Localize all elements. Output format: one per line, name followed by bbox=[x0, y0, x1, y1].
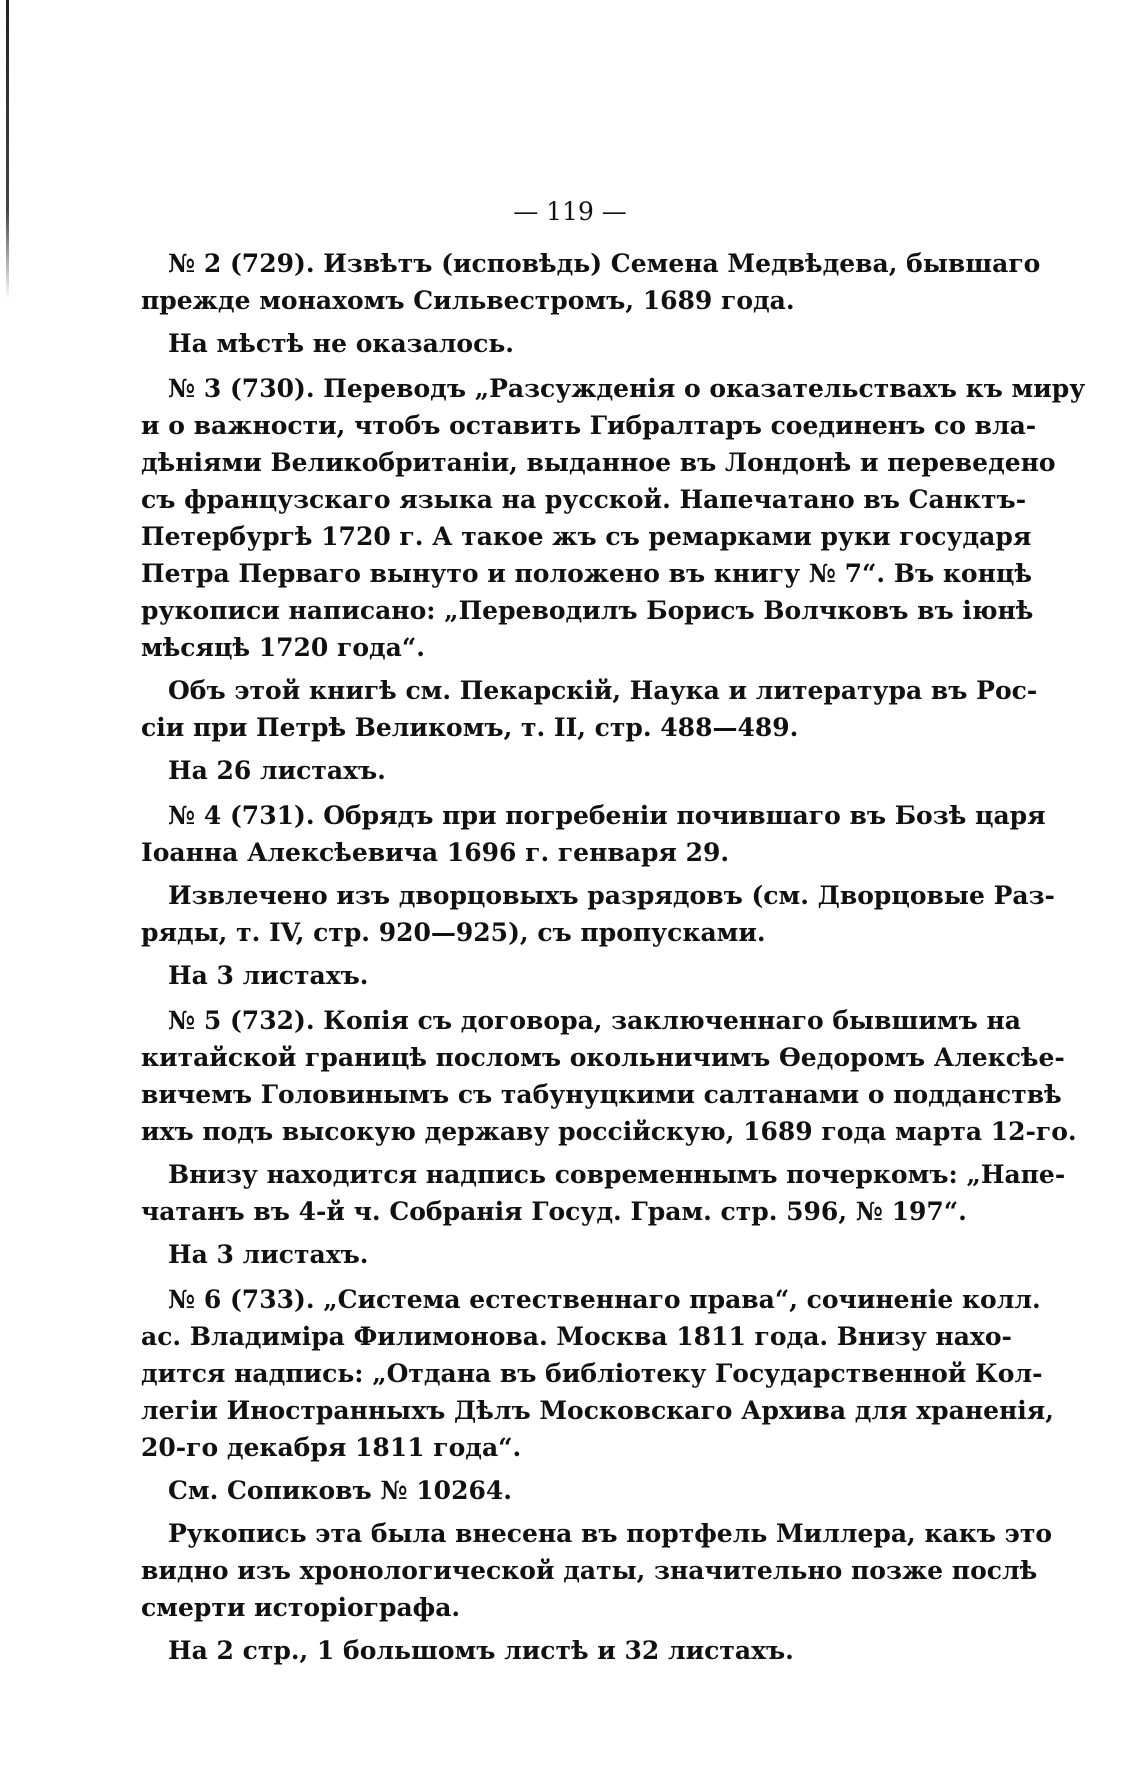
text-line: смерти исторіографа. bbox=[141, 1593, 461, 1622]
text-line: Извлечено изъ дворцовыхъ разрядовъ (см. Дворцовые Раз- bbox=[168, 881, 1055, 910]
entry-heading bbox=[141, 245, 1041, 319]
scan-edge-line bbox=[6, 0, 9, 300]
text-line: Внизу находится надпись современнымъ почеркомъ: „Напе- bbox=[168, 1160, 1066, 1189]
catalog-entry bbox=[141, 245, 1041, 362]
text-line: На 26 листахъ. bbox=[168, 756, 386, 785]
text-line: мѣсяцѣ 1720 года“. bbox=[141, 633, 425, 662]
text-line: Объ этой книгѣ см. Пекарскій, Наука и литература въ Рос- bbox=[168, 676, 1038, 705]
entry-paragraph bbox=[141, 1156, 1066, 1230]
entry-heading bbox=[141, 1281, 1054, 1466]
text-line: Рукопись эта была внесена въ портфель Миллера, какъ это bbox=[168, 1519, 1053, 1548]
text-line: На 3 листахъ. bbox=[168, 961, 369, 990]
entry-paragraph bbox=[168, 957, 983, 994]
entry-heading bbox=[141, 370, 1086, 666]
text-line: дится надпись: „Отдана въ библіотеку Государственной Кол- bbox=[141, 1359, 1043, 1388]
entry-paragraph bbox=[141, 1515, 1053, 1626]
document-body bbox=[141, 245, 1086, 1677]
text-line: видно изъ хронологической даты, значительно позже послѣ bbox=[141, 1556, 1038, 1585]
text-line: чатанъ въ 4-й ч. Собранія Госуд. Грам. стр. 596, № 197“. bbox=[141, 1197, 967, 1226]
page-number: — 119 — bbox=[513, 197, 627, 226]
text-line: На мѣстѣ не оказалось. bbox=[168, 329, 514, 358]
catalog-entry bbox=[141, 370, 1086, 789]
text-line: съ французскаго языка на русской. Напечатано въ Санктъ- bbox=[141, 485, 1027, 514]
catalog-entry bbox=[141, 1281, 1054, 1669]
text-line: Іоанна Алексѣевича 1696 г. генваря 29. bbox=[141, 838, 730, 867]
text-line: дѣніями Великобританіи, выданное въ Лондонѣ и переведено bbox=[141, 448, 1056, 477]
entry-paragraph bbox=[168, 325, 983, 362]
text-line: № 5 (732). Копія съ договора, заключеннаго бывшимъ на bbox=[168, 1006, 1021, 1035]
entry-heading bbox=[141, 797, 1046, 871]
text-line: Петра Перваго вынуто и положено въ книгу № 7“. Въ концѣ bbox=[141, 559, 1032, 588]
entry-paragraph bbox=[168, 1472, 983, 1509]
text-line: 20-го декабря 1811 года“. bbox=[141, 1433, 522, 1462]
text-line: прежде монахомъ Сильвестромъ, 1689 года. bbox=[141, 286, 795, 315]
entry-paragraph bbox=[168, 752, 983, 789]
text-line: Петербургѣ 1720 г. А такое жъ съ ремарками руки государя bbox=[141, 522, 1032, 551]
text-line: На 3 листахъ. bbox=[168, 1240, 369, 1269]
text-line: № 4 (731). Обрядъ при погребеніи почившаго въ Бозѣ царя bbox=[168, 801, 1046, 830]
text-line: ас. Владиміра Филимонова. Москва 1811 года. Внизу нахо- bbox=[141, 1322, 1012, 1351]
text-line: китайской границѣ посломъ окольничимъ Ѳедоромъ Алексѣе- bbox=[141, 1043, 1065, 1072]
text-line: вичемъ Головинымъ съ табунуцкими салтанами о подданствѣ bbox=[141, 1080, 1062, 1109]
entry-paragraph bbox=[141, 877, 1055, 951]
text-line: сіи при Петрѣ Великомъ, т. II, стр. 488—489. bbox=[141, 713, 799, 742]
text-line: рукописи написано: „Переводилъ Борисъ Волчковъ въ іюнѣ bbox=[141, 596, 1034, 625]
text-line: ихъ подъ высокую державу россійскую, 1689 года марта 12-го. bbox=[141, 1117, 1077, 1146]
text-line: ряды, т. IV, стр. 920—925), съ пропусками. bbox=[141, 918, 766, 947]
entry-paragraph bbox=[168, 1632, 983, 1669]
text-line: № 6 (733). „Система естественнаго права“, сочиненіе колл. bbox=[168, 1285, 1041, 1314]
text-line: № 3 (730). Переводъ „Разсужденія о оказательствахъ къ миру bbox=[168, 374, 1086, 403]
entry-paragraph bbox=[141, 672, 1038, 746]
catalog-entry bbox=[141, 1002, 1077, 1273]
text-line: На 2 стр., 1 большомъ листѣ и 32 листахъ. bbox=[168, 1636, 794, 1665]
entry-paragraph bbox=[168, 1236, 983, 1273]
catalog-entry bbox=[141, 797, 1055, 994]
text-line: См. Сопиковъ № 10264. bbox=[168, 1476, 512, 1505]
text-line: № 2 (729). Извѣтъ (исповѣдь) Семена Медвѣдева, бывшаго bbox=[168, 249, 1041, 278]
text-line: и о важности, чтобъ оставить Гибралтаръ соединенъ со вла- bbox=[141, 411, 1037, 440]
text-line: легіи Иностранныхъ Дѣлъ Московскаго Архива для храненія, bbox=[141, 1396, 1054, 1425]
entry-heading bbox=[141, 1002, 1077, 1150]
